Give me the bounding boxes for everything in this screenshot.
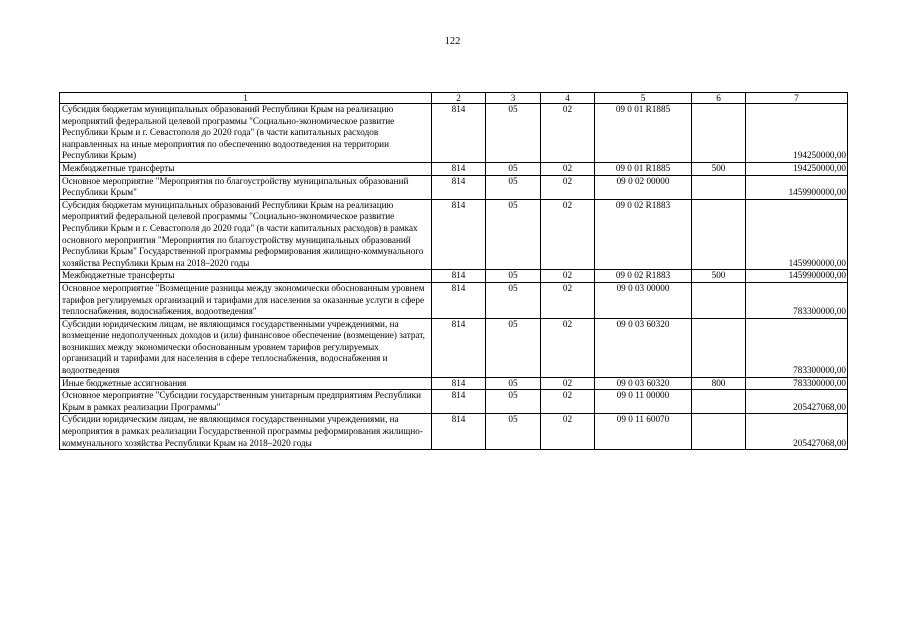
- row-rz: 05: [486, 199, 541, 270]
- row-vr: [692, 199, 746, 270]
- table-row: [60, 282, 848, 318]
- row-name: Межбюджетные трансферты: [60, 162, 432, 175]
- row-gr: 814: [432, 390, 486, 414]
- row-name: Субсидия бюджетам муниципальных образований Республики Крым на реализацию мероприятий федеральной целевой программы "Социально-экономическое развитие Республики Крым и г. Севастополя до 2020 года" (в части капитальных расходов направленных на иные мероприятия по обеспечению водоотведения на территории Республики Крым): [60, 104, 432, 163]
- row-gr: 814: [432, 414, 486, 450]
- row-gr: 814: [432, 270, 486, 283]
- table-row: [60, 377, 848, 390]
- row-csr: 09 0 02 R1883: [595, 270, 692, 283]
- row-name: Основное мероприятие "Мероприятия по благоустройству муниципальных образований Республики Крым": [60, 175, 432, 199]
- row-gr: 814: [432, 282, 486, 318]
- row-name: Субсидии юридическим лицам, не являющимся государственными учреждениями, на возмещение недополученных доходов и (или) финансовое обеспечение (возмещение) затрат, возникших между экономически обоснованным уровнем тарифов регулируемых организаций и тарифами для населения в сфере теплоснабжения, водоснабжения и водоотведения: [60, 318, 432, 377]
- row-csr: 09 0 01 R1885: [595, 162, 692, 175]
- row-rz: 05: [486, 282, 541, 318]
- row-vr: [692, 175, 746, 199]
- row-rz: 05: [486, 414, 541, 450]
- column-header: 7: [746, 93, 848, 104]
- table-row: [60, 175, 848, 199]
- row-pr: 02: [541, 175, 595, 199]
- column-header: 6: [692, 93, 746, 104]
- row-gr: 814: [432, 104, 486, 163]
- row-pr: 02: [541, 162, 595, 175]
- row-amount: 1459900000,00: [746, 270, 848, 283]
- row-name: Иные бюджетные ассигнования: [60, 377, 432, 390]
- row-csr: 09 0 03 00000: [595, 282, 692, 318]
- row-pr: 02: [541, 318, 595, 377]
- row-gr: 814: [432, 377, 486, 390]
- budget-table: [59, 92, 848, 450]
- row-gr: 814: [432, 318, 486, 377]
- row-vr: [692, 414, 746, 450]
- table-row: [60, 318, 848, 377]
- row-pr: 02: [541, 270, 595, 283]
- row-vr: [692, 390, 746, 414]
- row-amount: 194250000,00: [746, 162, 848, 175]
- row-rz: 05: [486, 104, 541, 163]
- row-gr: 814: [432, 199, 486, 270]
- row-name: Межбюджетные трансферты: [60, 270, 432, 283]
- row-rz: 05: [486, 270, 541, 283]
- row-amount: 1459900000,00: [746, 199, 848, 270]
- row-amount: 783300000,00: [746, 318, 848, 377]
- row-vr: [692, 318, 746, 377]
- table-row: [60, 270, 848, 283]
- row-vr: 800: [692, 377, 746, 390]
- row-gr: 814: [432, 175, 486, 199]
- row-pr: 02: [541, 199, 595, 270]
- row-pr: 02: [541, 282, 595, 318]
- row-amount: 783300000,00: [746, 282, 848, 318]
- table-row: [60, 199, 848, 270]
- row-csr: 09 0 11 00000: [595, 390, 692, 414]
- row-csr: 09 0 11 60070: [595, 414, 692, 450]
- row-amount: 194250000,00: [746, 104, 848, 163]
- row-amount: 783300000,00: [746, 377, 848, 390]
- row-rz: 05: [486, 377, 541, 390]
- row-csr: 09 0 01 R1885: [595, 104, 692, 163]
- row-name: Субсидии юридическим лицам, не являющимся государственными учреждениями, на мероприятия в рамках реализации Государственной программы реформирования жилищно-коммунального хозяйства Республики Крым на 2018–2020 годы: [60, 414, 432, 450]
- column-header: 3: [486, 93, 541, 104]
- row-amount: 205427068,00: [746, 414, 848, 450]
- row-pr: 02: [541, 104, 595, 163]
- table-row: [60, 414, 848, 450]
- row-vr: 500: [692, 162, 746, 175]
- row-rz: 05: [486, 318, 541, 377]
- column-header: 1: [60, 93, 432, 104]
- row-csr: 09 0 03 60320: [595, 377, 692, 390]
- row-pr: 02: [541, 390, 595, 414]
- row-amount: 205427068,00: [746, 390, 848, 414]
- row-csr: 09 0 02 R1883: [595, 199, 692, 270]
- column-header: 2: [432, 93, 486, 104]
- header-row: [60, 93, 848, 104]
- page-number: 122: [444, 36, 461, 47]
- table-row: [60, 390, 848, 414]
- row-amount: 1459900000,00: [746, 175, 848, 199]
- row-pr: 02: [541, 414, 595, 450]
- table-row: [60, 104, 848, 163]
- row-vr: [692, 282, 746, 318]
- row-vr: 500: [692, 270, 746, 283]
- row-gr: 814: [432, 162, 486, 175]
- row-csr: 09 0 03 60320: [595, 318, 692, 377]
- table-row: [60, 162, 848, 175]
- row-rz: 05: [486, 175, 541, 199]
- row-name: Основное мероприятие "Субсидии государственным унитарным предприятиям Республики Крым в рамках реализации Программы": [60, 390, 432, 414]
- row-rz: 05: [486, 390, 541, 414]
- column-header: 5: [595, 93, 692, 104]
- row-vr: [692, 104, 746, 163]
- column-header: 4: [541, 93, 595, 104]
- row-rz: 05: [486, 162, 541, 175]
- row-name: Основное мероприятие "Возмещение разницы между экономически обоснованным уровнем тарифов регулируемых организаций и тарифами для населения за оказанные услуги в сфере теплоснабжения, водоснабжения, водоотведения": [60, 282, 432, 318]
- row-name: Субсидия бюджетам муниципальных образований Республики Крым на реализацию мероприятий федеральной целевой программы "Социально-экономическое развитие Республики Крым и г. Севастополя до 2020 года" (в части капитальных расходов) в рамках основного мероприятия "Мероприятия по благоустройству муниципальных образований Республики Крым" Государственной программы реформирования жилищно-коммунального хозяйства Республики Крым на 2018–2020 годы: [60, 199, 432, 270]
- row-csr: 09 0 02 00000: [595, 175, 692, 199]
- row-pr: 02: [541, 377, 595, 390]
